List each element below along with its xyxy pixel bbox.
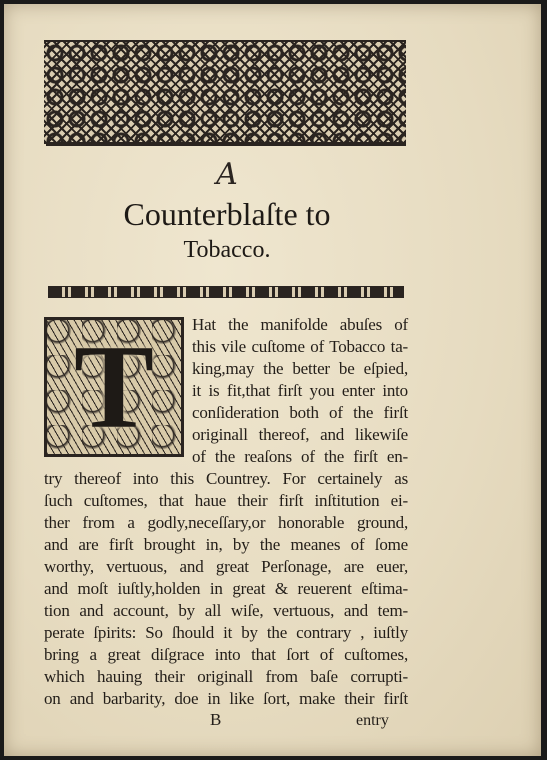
catchword: entry xyxy=(356,712,389,729)
rule-line xyxy=(46,144,406,146)
text-line: and are firſt brought in, by the meanes of ſome xyxy=(44,535,408,554)
text-line: try thereof into this Countrey. For certainely as xyxy=(44,469,408,488)
text-line: this vile cuſtome of Tobacco ta- xyxy=(192,337,408,356)
text-line: king,may the better be eſpied, xyxy=(192,359,408,378)
headpiece-ornament xyxy=(44,40,406,144)
dropcap-letter: T xyxy=(73,320,155,453)
signature-mark: B xyxy=(210,710,222,729)
text-line: originall thereof, and likewiſe xyxy=(192,425,408,444)
text-line: bring a great diſgrace into that ſort of cuſtomes, xyxy=(44,645,408,664)
text-line: conſideration both of the firſt xyxy=(192,403,408,422)
page-subtitle: Tobacco. xyxy=(183,237,271,263)
text-line: ſuch cuſtomes, that haue their firſt inſtitution ei- xyxy=(44,491,408,510)
text-line: it is fit,that firſt you enter into xyxy=(192,381,408,400)
page-title: Counterblaſte to xyxy=(123,196,331,232)
text-line: ther from a godly,neceſſary,or honorable ground, xyxy=(44,513,408,532)
decorated-dropcap xyxy=(44,317,184,457)
text-line: of the reaſons of the firſt en- xyxy=(192,447,408,466)
text-line: worthy, vertuous, and great Perſonage, are euer, xyxy=(44,557,408,576)
type-ornament-border xyxy=(48,286,404,298)
text-line: which hauing their originall from baſe corrupti- xyxy=(44,667,408,686)
book-page xyxy=(4,4,541,756)
text-line: Hat the manifolde abuſes of xyxy=(192,315,408,334)
heading-initial: A xyxy=(216,157,238,192)
text-line: and moſt iuſtly,holden in great & reuerent eſtima- xyxy=(44,579,408,598)
text-line: tion and account, by all wiſe, vertuous, and tem- xyxy=(44,601,408,620)
text-line: on and barbarity, doe in like ſort, make their firſt xyxy=(44,689,408,708)
text-line: perate ſpirits: So ſhould it by the contrary , iuſtly xyxy=(44,623,408,642)
